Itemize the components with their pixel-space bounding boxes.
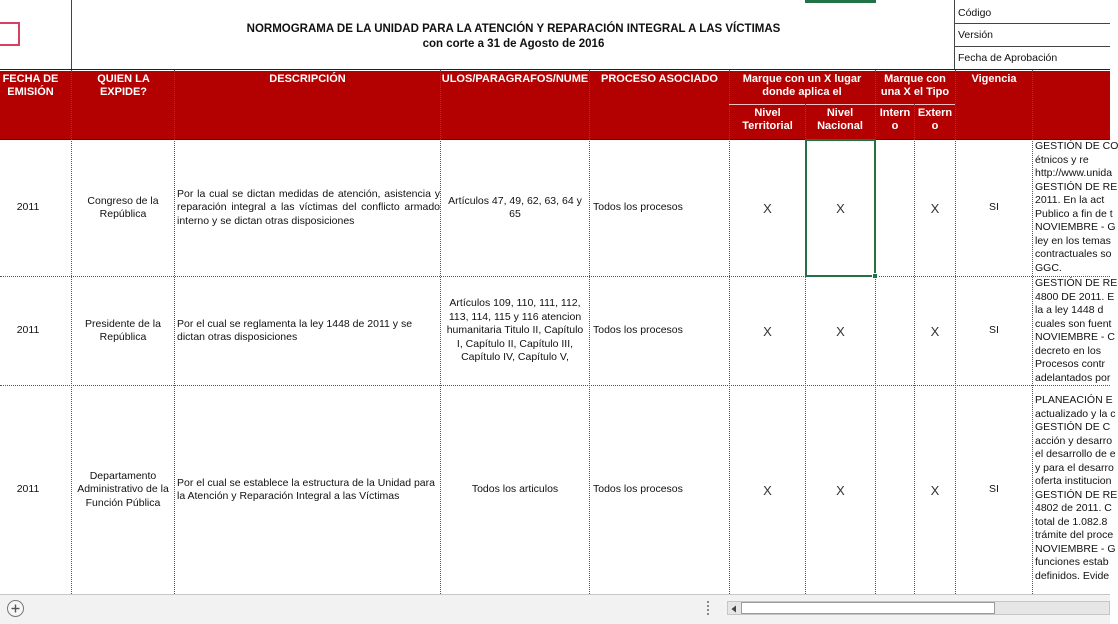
- row2-quien[interactable]: Presidente de la República: [85, 317, 161, 343]
- row1-proceso-text: Todos los procesos: [593, 201, 683, 214]
- row3-interno[interactable]: [876, 386, 914, 594]
- logo-area: [0, 0, 72, 70]
- row2-descripcion[interactable]: [177, 277, 440, 385]
- logo-mark: [0, 22, 20, 46]
- row1-descripcion[interactable]: [177, 140, 440, 276]
- row1-articulos[interactable]: Artículos 47, 49, 62, 63, 64 y 65: [448, 194, 582, 220]
- overflow-line: acción y desarro: [1035, 434, 1113, 447]
- plus-circle-icon: [8, 601, 23, 616]
- overflow-line: 2011. En la act: [1035, 194, 1105, 206]
- col-quien-header[interactable]: QUIEN LA EXPIDE?: [73, 73, 174, 99]
- scroll-left-button[interactable]: [728, 602, 740, 614]
- col-nivel-nacional-header[interactable]: Nivel Nacional: [806, 107, 874, 133]
- overflow-line: 4802 de 2011. C: [1035, 502, 1112, 514]
- overflow-line: 4800 DE 2011. E: [1035, 290, 1115, 303]
- overflow-line: GESTIÓN DE RE: [1035, 488, 1118, 501]
- overflow-line: definidos. Evide: [1035, 569, 1110, 582]
- row3-quien[interactable]: Departamento Administrativo de la Función Pública: [77, 469, 169, 509]
- col-nivel-territorial-header[interactable]: Nivel Territorial: [731, 107, 804, 133]
- overflow-line: decreto en los: [1035, 344, 1101, 357]
- overflow-line: GESTIÓN DE RE: [1035, 277, 1118, 289]
- overflow-line: GESTIÓN DE C: [1035, 421, 1111, 433]
- scroll-thumb[interactable]: [741, 602, 995, 614]
- overflow-line: adelantados por: [1035, 371, 1111, 384]
- overflow-line: total de 1.082.8: [1035, 515, 1108, 528]
- col-fecha-header[interactable]: FECHA DE EMISIÓN: [0, 73, 71, 99]
- row2-proceso-text: Todos los procesos: [593, 324, 683, 337]
- triangle-left-icon: [728, 603, 740, 615]
- row3-proceso-text: Todos los procesos: [593, 483, 683, 496]
- row1-overflow[interactable]: [1035, 140, 1118, 276]
- overflow-line: ley en los temas: [1035, 234, 1111, 247]
- col-marque-tipo-header[interactable]: Marque con una X el Tipo: [876, 73, 954, 101]
- col-interno-header[interactable]: Intern o: [876, 107, 914, 133]
- overflow-line: funciones estab: [1035, 556, 1109, 568]
- overflow-line: NOVIEMBRE - C: [1035, 331, 1115, 343]
- overflow-line: la a ley 1448 d: [1035, 304, 1104, 316]
- row3-vigencia[interactable]: SI: [989, 483, 999, 496]
- overflow-line: y para el desarro: [1035, 461, 1114, 474]
- overflow-line: étnicos y re: [1035, 153, 1089, 166]
- title-block: [72, 0, 955, 70]
- col-descripcion-header[interactable]: DESCRIPCIÓN: [175, 73, 440, 86]
- overflow-line: actualizado y la c: [1035, 407, 1116, 420]
- row3-descripcion[interactable]: [177, 386, 440, 594]
- row3-nacional[interactable]: X: [836, 482, 845, 498]
- row1-interno[interactable]: [876, 140, 914, 276]
- meta-box: [955, 0, 1110, 70]
- overflow-line: GESTIÓN DE CO: [1035, 140, 1118, 152]
- row2-vigencia[interactable]: SI: [989, 324, 999, 337]
- col-proceso-header[interactable]: PROCESO ASOCIADO: [590, 73, 729, 86]
- horizontal-scrollbar[interactable]: [727, 601, 1110, 615]
- overflow-line: GESTIÓN DE RE: [1035, 180, 1118, 193]
- row1-territorial[interactable]: X: [763, 200, 772, 216]
- tab-split-handle[interactable]: [707, 601, 711, 615]
- row1-fecha[interactable]: 2011: [16, 201, 40, 214]
- overflow-line: PLANEACIÓN E: [1035, 394, 1113, 406]
- row3-articulos[interactable]: Todos los articulos: [471, 483, 559, 496]
- col-vigencia-header[interactable]: Vigencia: [956, 73, 1032, 86]
- col-articulos-header[interactable]: ULOS/PARAGRAFOS/NUME: [441, 73, 589, 85]
- row1-nacional[interactable]: X: [836, 200, 845, 216]
- selected-column-indicator: [805, 0, 876, 3]
- row3-descripcion-text: Por el cual se establece la estructura de la Unidad para la Atención y Reparación Integral a las Víctimas: [177, 476, 435, 502]
- row2-interno[interactable]: [876, 277, 914, 385]
- overflow-line: NOVIEMBRE - G: [1035, 221, 1116, 233]
- row3-proceso[interactable]: [593, 386, 728, 594]
- col-marque-lugar-header[interactable]: Marque con un X lugar donde aplica el: [730, 73, 874, 101]
- overflow-line: NOVIEMBRE - G: [1035, 542, 1116, 555]
- row3-fecha[interactable]: 2011: [16, 483, 40, 496]
- meta-fecha-aprobacion: Fecha de Aprobación: [958, 52, 1058, 64]
- row2-nacional[interactable]: X: [836, 323, 845, 339]
- row2-proceso[interactable]: [593, 277, 728, 385]
- overflow-line: contractuales so: [1035, 248, 1112, 260]
- overflow-line: cuales son fuent: [1035, 317, 1112, 330]
- row2-articulos[interactable]: Artículos 109, 110, 111, 112, 113, 114, 115 y 116 atencion humanitaria Titulo II, Capítulo I, Capítulo II, Capítulo III, Capítulo IV, Capítulo V,: [446, 297, 584, 364]
- row1-externo[interactable]: X: [930, 200, 940, 216]
- row2-externo[interactable]: X: [930, 323, 940, 339]
- row1-vigencia[interactable]: SI: [989, 201, 999, 214]
- row3-territorial[interactable]: X: [763, 482, 772, 498]
- row1-quien[interactable]: Congreso de la República: [87, 194, 159, 220]
- overflow-line: GGC.: [1035, 261, 1062, 274]
- page-title: NORMOGRAMA DE LA UNIDAD PARA LA ATENCIÓN Y REPARACIÓN INTEGRAL A LAS VÍCTIMAS: [246, 23, 781, 35]
- meta-codigo: Código: [958, 7, 992, 19]
- row2-descripcion-text: Por el cual se reglamenta la ley 1448 de 2011 y se dictan otras disposiciones: [177, 317, 413, 343]
- row1-descripcion-text: Por la cual se dictan medidas de atención, asistencia y reparación integral a las víctimas del conflicto armado interno y se dictan otras disposiciones: [177, 187, 440, 227]
- overflow-line: oferta institucion: [1035, 475, 1112, 487]
- overflow-line: Publico a fin de t: [1035, 207, 1113, 220]
- overflow-line: Procesos contr: [1035, 358, 1106, 370]
- row2-territorial[interactable]: X: [763, 323, 772, 339]
- row2-overflow[interactable]: [1035, 277, 1118, 385]
- row1-proceso[interactable]: [593, 140, 728, 276]
- col-externo-header[interactable]: Extern o: [915, 107, 955, 133]
- meta-version: Versión: [958, 29, 994, 41]
- row2-fecha[interactable]: 2011: [16, 324, 40, 337]
- overflow-line: el desarrollo de e: [1035, 448, 1116, 460]
- add-sheet-button[interactable]: [7, 600, 24, 617]
- row3-overflow[interactable]: [1035, 394, 1118, 594]
- row3-externo[interactable]: X: [930, 482, 940, 498]
- overflow-line: http://www.unida: [1035, 167, 1113, 179]
- overflow-line: trámite del proce: [1035, 529, 1114, 541]
- page-subtitle: con corte a 31 de Agosto de 2016: [422, 38, 605, 50]
